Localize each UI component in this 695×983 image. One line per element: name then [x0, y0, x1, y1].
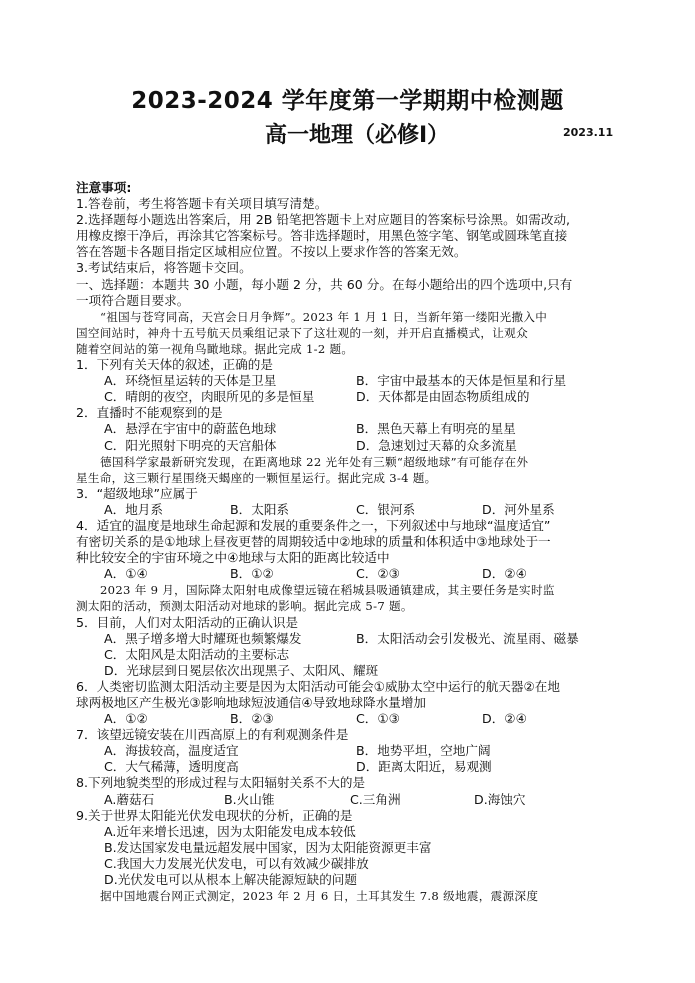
option-b: B．宇宙中最基本的天体是恒星和行星 [356, 373, 567, 389]
notice-item: 2.选择题每小题选出答案后，用 2B 铅笔把答题卡上对应题目的答案标号涂黑。如需改动, [76, 212, 571, 228]
option-a: A．①④ [104, 566, 148, 582]
material-2: 德国科学家最新研究发现，在距离地球 22 光年处有三颗“超级地球”有可能存在外 [100, 454, 529, 469]
option-c: C.三角洲 [350, 791, 401, 807]
question-5-options [76, 663, 624, 679]
question-7-stem: 7．该望远镜安装在川西高原上的有利观测条件是 [76, 727, 349, 743]
option-c: C．银河系 [356, 501, 416, 517]
option-b: B．黑色天幕上有明亮的星星 [356, 421, 516, 437]
notice-item: 3.考试结束后，将答题卡交回。 [76, 260, 252, 276]
option-c: C．②③ [356, 566, 400, 582]
notice-heading: 注意事项: [76, 180, 132, 195]
question-2-options [76, 421, 624, 437]
material-3: 2023 年 9 月，国际降太阳射电成像望远镜在稻城县吸通镇建成，其主要任务是实时监 [100, 583, 555, 598]
question-8-options [76, 792, 624, 808]
exam-title: 2023-2024 学年度第一学期期中检测题 [131, 88, 564, 114]
option-d: D．光球层到日冕层依次出现黑子、太阳风、耀斑 [104, 662, 379, 678]
option-c: C．阳光照射下明亮的天宫船体 [104, 437, 277, 453]
question-2-options [76, 438, 624, 454]
option-b: B.火山锥 [224, 791, 275, 807]
option-b: B．太阳活动会引发极光、流星雨、磁暴 [356, 630, 579, 646]
question-5-options [76, 631, 624, 647]
option-d: D．②④ [482, 566, 527, 582]
question-1-options [76, 389, 624, 405]
option-a: A．地月系 [104, 501, 163, 517]
exam-date: 2023.11 [563, 126, 614, 139]
question-7-options [76, 759, 624, 775]
material-1: “祖国与苍穹同高，天宫会日月争辉”。2023 年 1 月 1 日，当新年第一缕阳光撒入中 [100, 309, 548, 324]
question-9-option-c: C.我国大力发展光伏发电，可以有效减少碳排放 [104, 855, 369, 871]
question-4-options [76, 566, 624, 582]
option-b: B．太阳系 [230, 501, 290, 517]
option-c: C．大气稀薄，透明度高 [104, 759, 239, 775]
question-3-stem: 3．“超级地球”应属于 [76, 485, 198, 501]
question-3-options [76, 502, 624, 518]
section-heading-cont: 一项符合题目要求。 [76, 292, 190, 308]
question-5-options [76, 647, 624, 663]
notice-item: 答在答题卡各题目指定区域相应位置。不按以上要求作答的答案无效。 [76, 244, 467, 260]
option-d: D．②④ [482, 711, 527, 727]
material-3: 测太阳的活动，预测太阳活动对地球的影响。据此完成 5-7 题。 [76, 599, 413, 614]
question-6-options [76, 711, 624, 727]
question-4-stem: 种比较安全的宇宙环境之中④地球与太阳的距离比较适中 [76, 550, 390, 566]
material-4: 据中国地震台网正式测定，2023 年 2 月 6 日，土耳其发生 7.8 级地震，震源深度 [100, 889, 539, 904]
question-9-option-d: D.光伏发电可以从根本上解决能源短缺的问题 [104, 872, 357, 888]
option-d: D．河外星系 [482, 501, 555, 517]
material-1: 随着空间站的第一视角鸟瞰地球。据此完成 1-2 题。 [76, 341, 354, 356]
question-1-options [76, 373, 624, 389]
notice-item: 用橡皮擦干净后，再涂其它答案标号。答非选择题时，用黑色签字笔、钢笔或圆珠笔直接 [76, 228, 568, 244]
exam-body [76, 180, 624, 904]
material-2: 星生命，这三颗行星围绕天蝎座的一颗恒星运行。据此完成 3-4 题。 [76, 470, 437, 485]
question-9-stem: 9.关于世界太阳能光伏发电现状的分析，正确的是 [76, 807, 353, 823]
option-a: A．环绕恒星运转的天体是卫星 [104, 373, 277, 389]
question-5-stem: 5．目前，人们对太阳活动的正确认识是 [76, 614, 299, 630]
option-c: C．晴朗的夜空，肉眼所见的多是恒星 [104, 389, 315, 405]
option-a: A．①② [104, 711, 148, 727]
question-1-stem: 1．下列有关天体的叙述，正确的是 [76, 357, 273, 373]
option-c: C．太阳风是太阳活动的主要标志 [104, 646, 290, 662]
section-heading: 一、选择题：本题共 30 小题，每小题 2 分，共 60 分。在每小题给出的四个选项中,只有 [76, 276, 573, 292]
option-a: A．黑子增多增大时耀斑也频繁爆发 [104, 630, 302, 646]
exam-subtitle: 高一地理（必修Ⅰ） [265, 123, 450, 148]
question-4-stem: 有密切关系的是①地球上昼夜更替的周期较适中②地球的质量和体积适中③地球处于一 [76, 534, 551, 550]
question-6-stem: 球两极地区产生极光③影响地球短波通信④导致地球降水量增加 [76, 695, 427, 710]
option-d: D．急速划过天幕的众多流星 [356, 437, 517, 453]
question-6-stem: 6．人类密切监测太阳活动主要是因为太阳活动可能会①威胁太空中运行的航天器②在地 [76, 678, 560, 694]
option-d: D．距离太阳近，易观测 [356, 759, 492, 775]
option-b: B．②③ [230, 711, 274, 727]
option-d: D.海蚀穴 [474, 791, 526, 807]
notice-item: 1.答卷前，考生将答题卡有关项目填写清楚。 [76, 196, 328, 212]
material-1: 国空间站时，神舟十五号航天员乘组记录下了这壮观的一刻，并开启直播模式，让观众 [76, 325, 528, 340]
option-b: B．①② [230, 566, 274, 582]
option-d: D．天体都是由固态物质组成的 [356, 389, 530, 405]
option-b: B．地势平坦，空地广阔 [356, 743, 491, 759]
question-8-stem: 8.下列地貌类型的形成过程与太阳辐射关系不大的是 [76, 775, 366, 791]
question-9-option-a: A.近年来增长迅速，因为太阳能发电成本较低 [104, 823, 356, 839]
question-2-stem: 2．直播时不能观察到的是 [76, 405, 223, 421]
option-c: C．①③ [356, 711, 400, 727]
question-4-stem: 4．适宜的温度是地球生命起源和发展的重要条件之一，下列叙述中与地球“温度适宜” [76, 517, 551, 533]
option-a: A.蘑菇石 [104, 791, 155, 807]
option-a: A．悬浮在宇宙中的蔚蓝色地球 [104, 421, 277, 437]
question-7-options [76, 743, 624, 759]
option-a: A．海拔较高，温度适宜 [104, 743, 239, 759]
question-9-option-b: B.发达国家发电量远超发展中国家，因为太阳能资源更丰富 [104, 839, 432, 855]
